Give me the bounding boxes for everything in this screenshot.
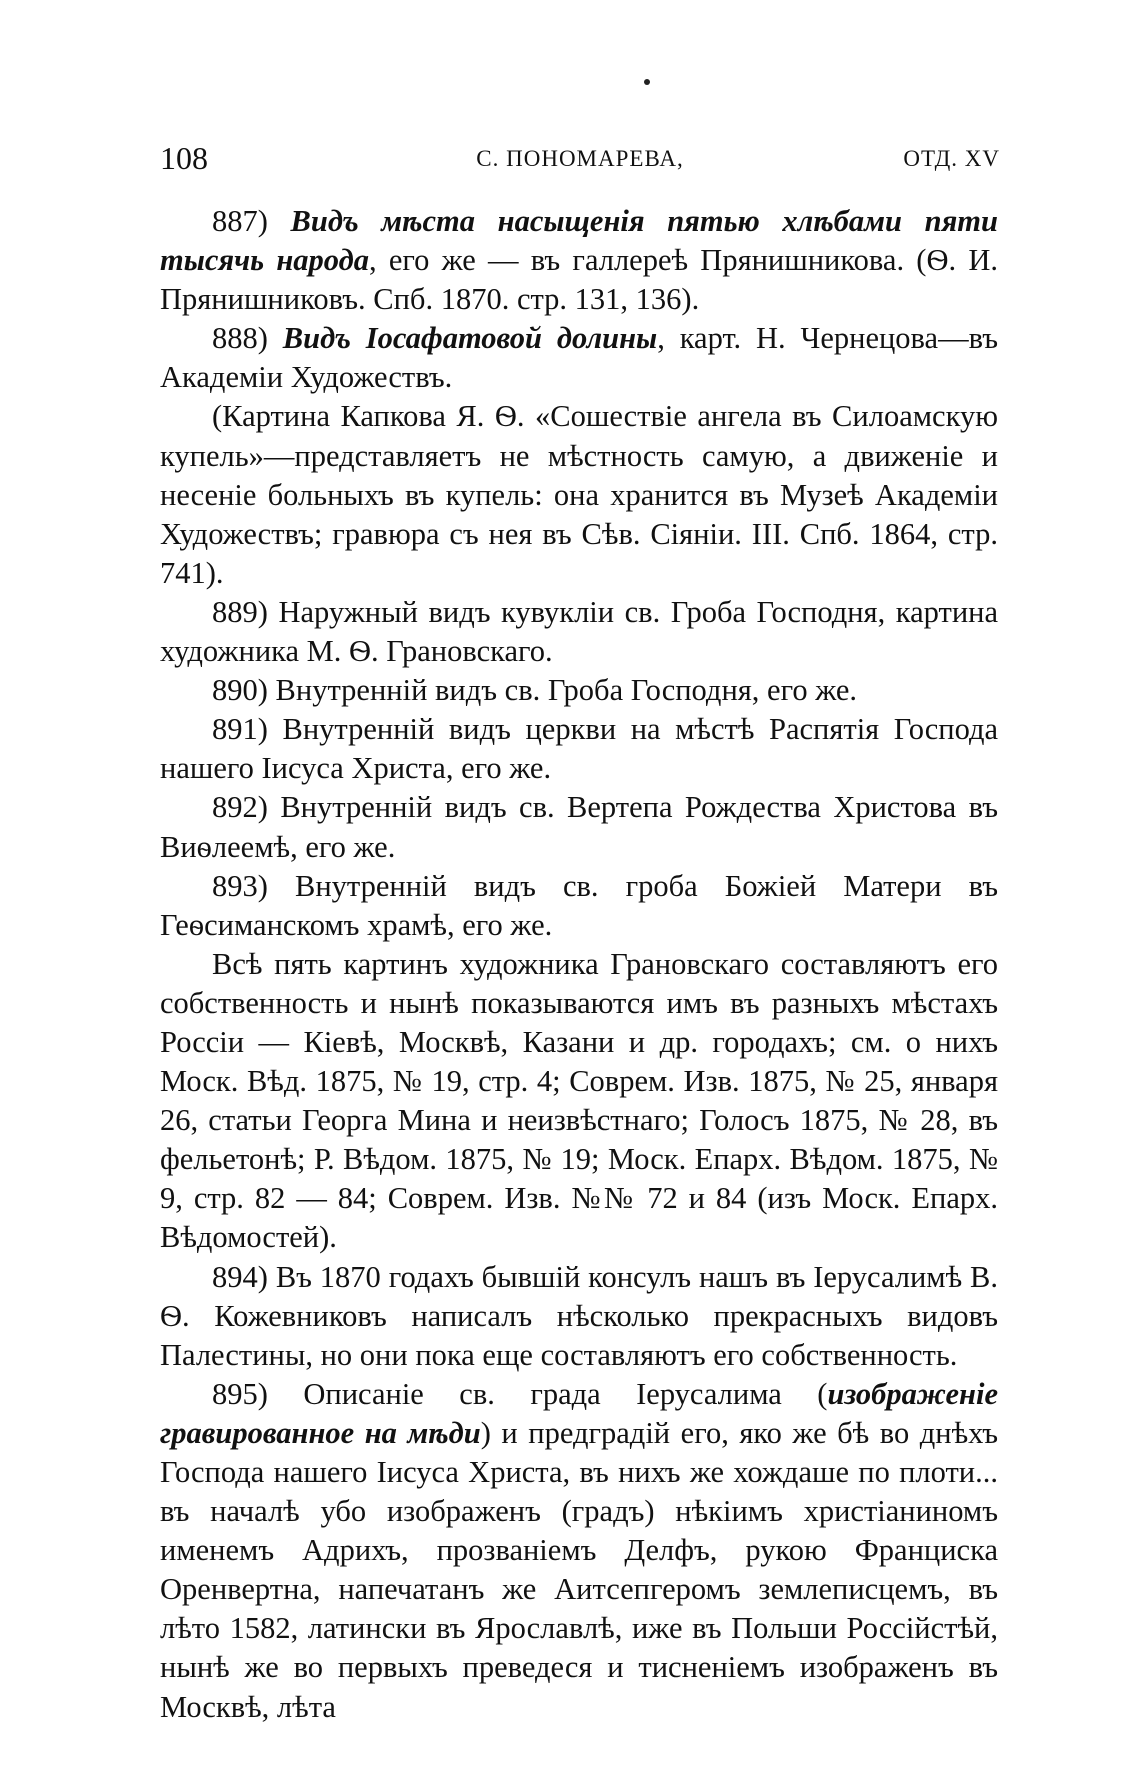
entry-title: Видъ мѣста насыщенія пятью хлѣбами пяти тысячь народа xyxy=(160,204,998,278)
entry-text: Внутренній видъ св. гроба Божіей Матери въ Геѳсиманскомъ храмѣ, его же. xyxy=(160,868,999,942)
entry-title: Видъ Іосафатовой долины xyxy=(282,321,658,356)
entry-italic: изображеніе гравированное на мѣди xyxy=(160,1376,999,1450)
body-text xyxy=(160,202,998,1727)
entry-text: Внутренній видъ св. Вертепа Рождества Христова въ Виѳлеемѣ, его же. xyxy=(160,790,998,864)
entry-number: 889) xyxy=(212,594,268,629)
entry-text: , его же — въ галлереѣ Прянишникова. (Ѳ. И. Прянишниковъ. Спб. 1870. стр. 131, 136). xyxy=(160,243,998,317)
entry-887 xyxy=(160,202,998,319)
entry-text: Въ 1870 годахъ бывшій консулъ нашъ въ Іерусалимѣ В. Ѳ. Кожевниковъ написалъ нѣсколько прекрасныхъ видовъ Палестины, но они пока еще составляютъ его собственность. xyxy=(160,1259,998,1372)
summary-paragraph xyxy=(160,945,998,1258)
entry-number: 887) xyxy=(212,204,268,238)
entry-text: Наружный видъ кувукліи св. Гроба Господня, картина художника М. Ѳ. Грановскаго. xyxy=(160,594,999,669)
entry-number: 895) xyxy=(212,1376,268,1411)
entry-894 xyxy=(160,1258,998,1375)
entry-number: 893) xyxy=(212,868,268,903)
entry-number: 888) xyxy=(212,321,268,356)
running-head: С. ПОНОМАРЕВА, xyxy=(476,146,684,171)
entry-888 xyxy=(160,319,998,397)
entry-number: 894) xyxy=(212,1259,268,1294)
entry-893 xyxy=(160,867,998,945)
note-text: (Картина Капкова Я. Ѳ. «Сошествіе ангела въ Силоамскую купель»—представляетъ не мѣстность самую, а движеніе и несеніе больныхъ въ купель: она хранится въ Музеѣ Академіи Художествъ; гравюра съ нея въ Сѣв. Сіяніи. III. Спб. 1864, стр. 741). xyxy=(160,399,998,590)
page-header xyxy=(160,140,1000,180)
entry-text: Внутренній видъ церкви на мѣстѣ Распятія Господа нашего Іисуса Христа, его же. xyxy=(160,712,999,786)
entry-number: 891) xyxy=(212,712,268,747)
entry-895 xyxy=(160,1375,998,1727)
entry-891 xyxy=(160,710,998,788)
entry-892 xyxy=(160,788,998,866)
page-number: 108 xyxy=(160,140,208,176)
entry-890 xyxy=(160,671,998,710)
entry-889 xyxy=(160,593,998,671)
entry-text: ) и предградій его, яко же бѣ во днѣхъ Господа нашего Іисуса Христа, въ нихъ же хождаше по плоти... въ началѣ убо изображенъ (градъ) нѣкіимъ христіаниномъ именемъ Адрихъ, прозваніемъ Делфъ, рукою Франциска Оренвертна, напечатанъ же Аитсепгеромъ землеписцемъ, въ лѣто 1582, латински въ Ярославлѣ, иже въ Польши Россійстѣй, нынѣ же во первыхъ преведеся и тисненіемъ изображенъ въ Москвѣ, лѣта xyxy=(160,1415,998,1724)
summary-text: Всѣ пять картинъ художника Грановскаго составляютъ его собственность и нынѣ показываются имъ въ разныхъ мѣстахъ Россіи — Кіевѣ, Москвѣ, Казани и др. городахъ; см. о нихъ Моск. Вѣд. 1875, № 19, стр. 4; Соврем. Изв. 1875, № 25, января 26, статьи Георга Мина и неизвѣстнаго; Голосъ 1875, № 28, въ фельетонѣ; Р. Вѣдом. 1875, № 19; Моск. Епарх. Вѣдом. 1875, № 9, стр. 82 — 84; Соврем. Изв. №№ 72 и 84 (изъ Моск. Епарх. Вѣдомостей). xyxy=(160,946,998,1255)
entry-text: Описаніе св. града Іерусалима ( xyxy=(303,1376,828,1411)
entry-text: Внутренній видъ св. Гроба Господня, его же. xyxy=(275,673,858,708)
section-mark: ОТД. XV xyxy=(903,146,1000,171)
note-kapkov xyxy=(160,397,998,592)
print-speck xyxy=(644,79,650,85)
entry-number: 892) xyxy=(212,790,268,825)
entry-number: 890) xyxy=(212,673,268,708)
entry-text: , карт. Н. Чернецова—въ Академіи Художествъ. xyxy=(160,321,998,395)
